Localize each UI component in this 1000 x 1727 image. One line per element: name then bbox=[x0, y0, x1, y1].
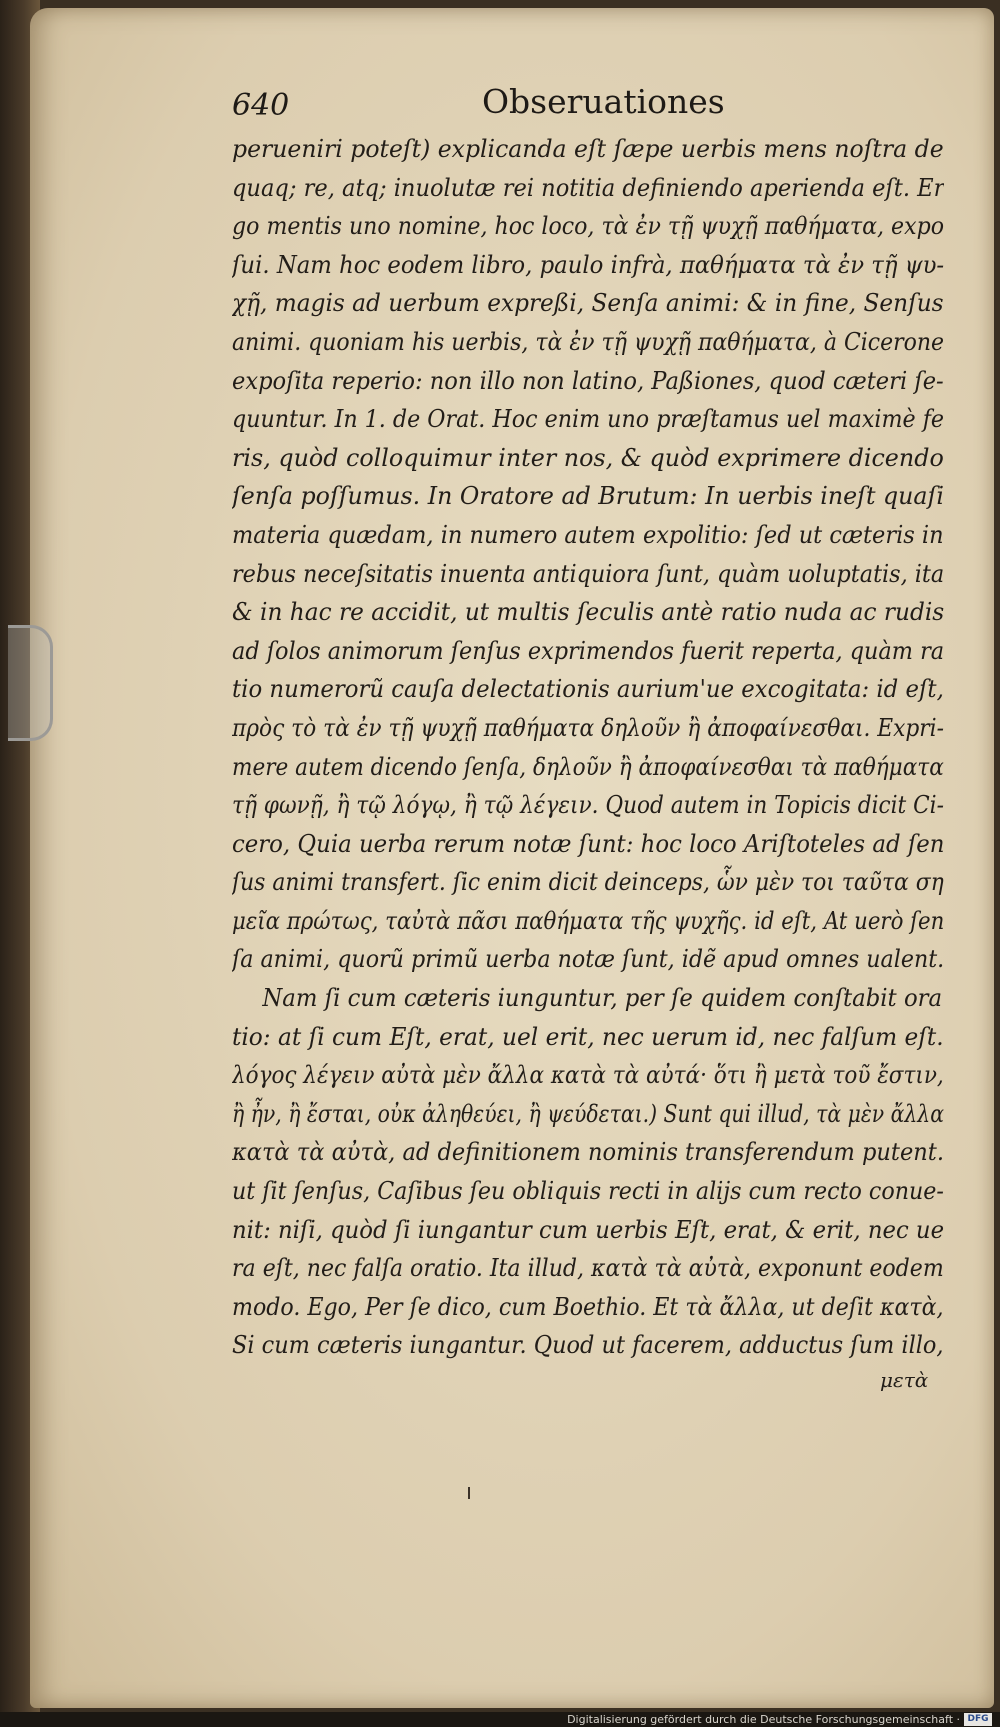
text-line: mere autem dicendo ſenſa, δηλοῦν ἢ ἀποφαίνεσθαι τὰ παθήματα bbox=[232, 752, 944, 781]
text-line: ad ſolos animorum ſenſus exprimendos fuerit reperta, quàm ra bbox=[232, 636, 944, 665]
ink-mark bbox=[468, 1487, 470, 1499]
text-line: τῇ φωνῇ, ἢ τῷ λόγῳ, ἢ τῷ λέγειν. Quod autem in Topicis dicit Ci- bbox=[232, 791, 944, 820]
text-line: ſenſa poſſumus. In Oratore ad Brutum: In uerbis ineſt quaſi bbox=[232, 482, 944, 511]
text-line: μεῖα πρώτως, ταὐτὰ πᾶσι παθήματα τῆς ψυχῆς. id eſt, At uerò ſen bbox=[232, 906, 944, 935]
text-line: perueniri poteſt) explicanda eſt ſæpe uerbis mens noſtra de bbox=[232, 135, 944, 163]
catchword: μετὰ bbox=[880, 1368, 929, 1392]
text-line: quaq; re, atq; inuolutæ rei notitia definiendo aperienda eſt. Er bbox=[232, 173, 944, 202]
text-line: λόγος λέγειν αὐτὰ μὲν ἄλλα κατὰ τὰ αὐτά· ὅτι ἢ μετὰ τοῦ ἔστιν, bbox=[232, 1061, 944, 1090]
text-line: ſus animi transfert. ſic enim dicit deinceps, ὧν μὲν τοι ταῦτα ση bbox=[232, 868, 944, 897]
body-text bbox=[232, 130, 944, 1365]
text-line: modo. Ego, Per ſe dico, cum Boethio. Et τὰ ἄλλα, ut deſit κατὰ, bbox=[232, 1292, 944, 1321]
text-line: rebus neceſsitatis inuenta antiquiora ſunt, quàm uoluptatis, ita bbox=[232, 559, 944, 588]
text-line: nit: niſi, quòd ſi iungantur cum uerbis Eſt, erat, & erit, nec ue bbox=[232, 1215, 944, 1244]
text-line: ra eſt, nec falſa oratio. Ita illud, κατὰ τὰ αὐτὰ, exponunt eodem bbox=[232, 1254, 944, 1283]
digitization-footer bbox=[0, 1712, 1000, 1727]
text-line: ἢ ἦν, ἢ ἔσται, οὐκ ἀληθεύει, ἢ ψεύδεται.) Sunt qui illud, τὰ μὲν ἄλλα bbox=[232, 1099, 944, 1128]
text-line: tio numerorũ cauſa delectationis aurium'ue excogitata: id eſt, bbox=[232, 675, 944, 704]
text-line: ſui. Nam hoc eodem libro, paulo infrà, παθήματα τὰ ἐν τῇ ψυ- bbox=[232, 250, 944, 279]
text-line: cero, Quia uerba rerum notæ ſunt: hoc loco Ariſtoteles ad ſen bbox=[232, 829, 944, 858]
text-line: χῇ, magis ad uerbum expreßi, Senſa animi: & in fine, Senſus bbox=[232, 289, 944, 318]
text-line: ris, quòd colloquimur inter nos, & quòd exprimere dicendo bbox=[232, 443, 944, 472]
text-line: Nam ſi cum cæteris iunguntur, per ſe quidem conſtabit ora bbox=[262, 984, 943, 1013]
text-line: tio: at ſi cum Eſt, erat, uel erit, nec uerum id, nec falſum eſt. bbox=[232, 1022, 944, 1051]
text-line: πρὸς τὸ τὰ ἐν τῇ ψυχῇ παθήματα δηλοῦν ἢ ἀποφαίνεσθαι. Expri- bbox=[232, 713, 944, 742]
funding-credit: Digitalisierung gefördert durch die Deutsche Forschungsgemeinschaft · bbox=[567, 1713, 960, 1726]
page-clip bbox=[8, 625, 53, 741]
text-line: κατὰ τὰ αὐτὰ, ad definitionem nominis transferendum putent. bbox=[232, 1138, 944, 1167]
text-line: quuntur. In 1. de Orat. Hoc enim uno præſtamus uel maximè fe bbox=[232, 405, 944, 434]
running-title: Obseruationes bbox=[482, 82, 725, 121]
text-line: Si cum cæteris iungantur. Quod ut facerem, adductus ſum illo, bbox=[232, 1331, 944, 1360]
text-line: animi. quoniam his uerbis, τὰ ἐν τῇ ψυχῇ παθήματα, à Cicerone bbox=[232, 327, 944, 356]
dfg-logo: DFG bbox=[964, 1713, 992, 1726]
page-number: 640 bbox=[232, 88, 290, 123]
text-line: expoſita reperio: non illo non latino, Paßiones, quod cæteri ſe- bbox=[232, 366, 944, 395]
text-line: go mentis uno nomine, hoc loco, τὰ ἐν τῇ ψυχῇ παθήματα, expo bbox=[232, 212, 944, 241]
text-line: & in hac re accidit, ut multis ſeculis antè ratio nuda ac rudis bbox=[232, 598, 944, 627]
text-line: materia quædam, in numero autem expolitio: ſed ut cæteris in bbox=[232, 520, 944, 549]
text-line: ſa animi, quorũ primũ uerba notæ ſunt, idẽ apud omnes ualent. bbox=[232, 945, 944, 974]
text-line: ut ſit ſenſus, Caſibus ſeu obliquis recti in alijs cum recto conue- bbox=[232, 1177, 944, 1206]
page-header bbox=[232, 82, 922, 132]
